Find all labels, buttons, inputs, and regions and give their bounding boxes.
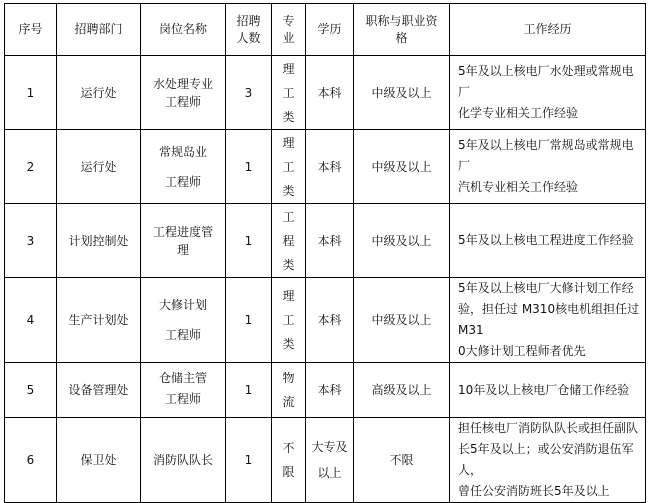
experience-line: 10年及以上核电厂仓储工作经验 bbox=[458, 382, 630, 397]
cell-count: 1 bbox=[226, 418, 272, 503]
cell-edu: 本科 bbox=[306, 363, 354, 418]
major-char: 工 bbox=[282, 313, 295, 327]
cell-major bbox=[272, 418, 306, 503]
cell-no: 4 bbox=[5, 278, 57, 363]
position-line: 工程师 bbox=[164, 174, 201, 189]
header-dept: 招聘部门 bbox=[57, 4, 141, 56]
major-char: 类 bbox=[282, 257, 295, 272]
experience-line: 验，担任过 M310核电机组担任过 M31 bbox=[458, 302, 640, 337]
header-major bbox=[272, 4, 306, 56]
header-title bbox=[354, 4, 450, 56]
position-line: 工程师 bbox=[164, 392, 201, 406]
header-title-line: 职称与职业资 bbox=[365, 13, 438, 28]
table-row bbox=[5, 278, 646, 363]
cell-edu: 本科 bbox=[306, 130, 354, 204]
header-major-line: 专 bbox=[282, 13, 295, 28]
header-no: 序号 bbox=[5, 4, 57, 56]
experience-line: 长5年及以上；或公安消防退伍军人， bbox=[458, 442, 634, 477]
experience-line: 曾任公安消防班长5年及以上 bbox=[458, 484, 610, 498]
cell-dept: 生产计划处 bbox=[57, 278, 141, 363]
cell-dept: 运行处 bbox=[57, 56, 141, 130]
experience-line: 5年及以上核电厂常规岛或常规电厂 bbox=[458, 138, 634, 173]
cell-edu: 本科 bbox=[306, 204, 354, 278]
header-edu: 学历 bbox=[306, 4, 354, 56]
header-count-line: 招聘 bbox=[236, 13, 261, 28]
cell-dept: 运行处 bbox=[57, 130, 141, 204]
cell-major bbox=[272, 363, 306, 418]
experience-line: 担任核电厂消防队队长或担任副队 bbox=[458, 421, 639, 435]
cell-major bbox=[272, 130, 306, 204]
cell-title: 高级及以上 bbox=[354, 363, 450, 418]
major-char: 程 bbox=[282, 233, 295, 248]
cell-experience bbox=[450, 418, 646, 503]
major-char: 理 bbox=[282, 289, 295, 303]
cell-major bbox=[272, 278, 306, 363]
position-line: 大修计划 bbox=[158, 298, 207, 312]
header-count bbox=[226, 4, 272, 56]
cell-title: 不限 bbox=[354, 418, 450, 503]
major-char: 工 bbox=[282, 85, 295, 100]
major-char: 类 bbox=[282, 183, 295, 198]
recruitment-table bbox=[4, 3, 646, 503]
cell-dept: 设备管理处 bbox=[57, 363, 141, 418]
table-row bbox=[5, 418, 646, 503]
cell-experience bbox=[450, 363, 646, 418]
header-major-line: 业 bbox=[282, 30, 295, 45]
cell-experience bbox=[450, 56, 646, 130]
cell-position bbox=[141, 363, 226, 418]
header-title-line: 格 bbox=[395, 30, 408, 45]
table-row bbox=[5, 204, 646, 278]
major-char: 流 bbox=[282, 395, 295, 409]
major-char: 理 bbox=[282, 61, 295, 76]
major-char: 物 bbox=[282, 371, 295, 385]
cell-title: 中级及以上 bbox=[354, 130, 450, 204]
cell-edu: 本科 bbox=[306, 56, 354, 130]
experience-line: 化学专业相关工作经验 bbox=[458, 106, 579, 120]
cell-title: 中级及以上 bbox=[354, 56, 450, 130]
table-row bbox=[5, 56, 646, 130]
position-line: 常规岛业 bbox=[158, 144, 207, 159]
major-char: 工 bbox=[282, 159, 295, 174]
cell-count: 1 bbox=[226, 363, 272, 418]
cell-position bbox=[141, 204, 226, 278]
table-header-row bbox=[5, 4, 646, 56]
position-line: 水处理专业 bbox=[152, 76, 213, 91]
table-row bbox=[5, 130, 646, 204]
header-count-line: 人数 bbox=[236, 30, 261, 45]
cell-no: 3 bbox=[5, 204, 57, 278]
experience-line: 5年及以上核电厂大修计划工作经 bbox=[458, 281, 634, 295]
cell-position bbox=[141, 130, 226, 204]
cell-edu: 本科 bbox=[306, 278, 354, 363]
table-row bbox=[5, 363, 646, 418]
cell-count: 3 bbox=[226, 56, 272, 130]
edu-line: 以上 bbox=[317, 466, 342, 480]
header-position: 岗位名称 bbox=[141, 4, 226, 56]
position-line: 理 bbox=[176, 242, 189, 257]
cell-title: 中级及以上 bbox=[354, 278, 450, 363]
cell-position bbox=[141, 56, 226, 130]
edu-line: 大专及 bbox=[311, 440, 348, 454]
cell-major bbox=[272, 204, 306, 278]
cell-count: 1 bbox=[226, 278, 272, 363]
position-line: 工程进度管 bbox=[152, 224, 213, 239]
cell-major bbox=[272, 56, 306, 130]
cell-dept: 计划控制处 bbox=[57, 204, 141, 278]
cell-count: 1 bbox=[226, 204, 272, 278]
major-char: 工 bbox=[282, 209, 295, 224]
cell-position: 消防队队长 bbox=[141, 418, 226, 503]
cell-dept: 保卫处 bbox=[57, 418, 141, 503]
cell-no: 6 bbox=[5, 418, 57, 503]
cell-count: 1 bbox=[226, 130, 272, 204]
cell-no: 2 bbox=[5, 130, 57, 204]
cell-experience bbox=[450, 204, 646, 278]
major-char: 类 bbox=[282, 337, 295, 351]
major-char: 限 bbox=[282, 465, 295, 479]
major-char: 类 bbox=[282, 109, 295, 124]
cell-edu bbox=[306, 418, 354, 503]
position-line: 工程师 bbox=[164, 328, 201, 342]
cell-title: 中级及以上 bbox=[354, 204, 450, 278]
position-line: 仓储主管 bbox=[158, 371, 207, 385]
major-char: 不 bbox=[282, 441, 295, 455]
cell-no: 5 bbox=[5, 363, 57, 418]
experience-line: 汽机专业相关工作经验 bbox=[458, 180, 579, 194]
cell-experience bbox=[450, 130, 646, 204]
cell-position bbox=[141, 278, 226, 363]
experience-line: 5年及以上核电工程进度工作经验 bbox=[458, 233, 634, 247]
header-experience: 工作经历 bbox=[450, 4, 646, 56]
cell-no: 1 bbox=[5, 56, 57, 130]
experience-line: 0大修计划工程师者优先 bbox=[458, 344, 586, 358]
cell-experience bbox=[450, 278, 646, 363]
major-char: 理 bbox=[282, 135, 295, 150]
experience-line: 5年及以上核电厂水处理或常规电厂 bbox=[458, 64, 634, 99]
position-line: 工程师 bbox=[164, 94, 201, 109]
